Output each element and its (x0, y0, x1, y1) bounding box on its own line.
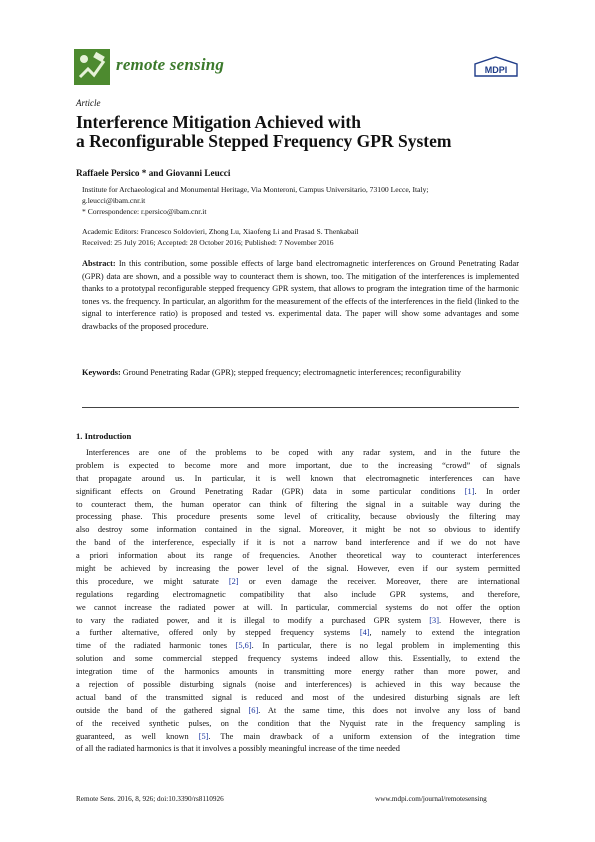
body-line: problem is expected to become more and more important, due to the increasing “crowd” of signals (76, 460, 520, 470)
body-line: a priori information about its range of frequencies. Another theoretical way to counteract interferences (76, 551, 520, 561)
body-line: of the received synthetic pulses, on the condition that the Nyquist rate in the frequency sampling is (76, 718, 520, 728)
citation-link[interactable]: [4] (359, 628, 370, 638)
keywords (82, 367, 519, 380)
body-line: significant effects on Ground Penetrating Radar (GPR) data in some particular conditions [1]. In order (76, 486, 520, 496)
correspondence: * Correspondence: r.persico@ibam.cnr.it (82, 207, 207, 216)
body-line: Interferences are one of the problems to be coped with any radar system, and in the future the (86, 448, 520, 457)
body-line: also destroy some information contained in the signal. Moreover, it might be not so obvious to identify (76, 525, 520, 535)
citation-link[interactable]: [1] (464, 486, 475, 496)
citation-link[interactable]: [6] (248, 705, 259, 715)
title-line-2: a Reconfigurable Stepped Frequency GPR System (76, 131, 452, 151)
affiliation-email[interactable]: g.leucci@ibam.cnr.it (82, 196, 146, 205)
citation-link[interactable]: [2] (228, 576, 239, 586)
body-line: actual band of the transmitted signal is reduced and most of the undesired disturbing signals are left (76, 692, 520, 702)
body-line: the band of the interference, especially if it is not a narrow band interference and if we do not have (76, 538, 520, 548)
title-line-1: Interference Mitigation Achieved with (76, 112, 361, 132)
mdpi-logo-icon (473, 56, 519, 78)
body-line: processing phase. This procedure presents some level of criticality, because obviously the filtering may (76, 512, 520, 522)
body-line: to counteract them, the human operator can think of filtering the signal in a suitable way during the (76, 499, 520, 509)
keywords-label: Keywords: (82, 368, 121, 377)
affiliation-block (82, 184, 522, 217)
body-line: guaranteed, as well known [5]. The main drawback of a uniform extension of the integration time (76, 731, 520, 741)
section-heading: 1. Introduction (76, 431, 132, 441)
body-line: outside the band of the gathered signal [6]. At the same time, this does not involve any loss of band (76, 705, 520, 715)
mdpi-logo-text: MDPI (484, 65, 508, 75)
journal-logo-icon (74, 49, 110, 85)
body-line: a further alternative, offered only by stepped frequency systems [4], namely to extend the integration (76, 628, 520, 638)
academic-editors: Academic Editors: Francesco Soldovieri, Zhong Lu, Xiaofeng Li and Prasad S. Thenkabail (82, 227, 359, 236)
abstract-label: Abstract: (82, 259, 116, 268)
body-line: to vary the radiated power, and it is illegal to modify a purchased GPR system [3]. However, there is (76, 615, 520, 625)
affiliation-line-1: Institute for Archaeological and Monumental Heritage, Via Monteroni, Campus Universitario, 73100 Lecce, Italy; (82, 185, 429, 194)
citation-link[interactable]: [5] (198, 731, 209, 741)
body-line: that propagate around us. In particular, it is well known that electromagnetic interferences can have (76, 473, 520, 483)
author-list: Raffaele Persico * and Giovanni Leucci (76, 168, 231, 178)
body-line: time of the radiated harmonic tones [5,6]. In particular, there is no legal problem in implementing this (76, 641, 520, 651)
footer-url[interactable]: www.mdpi.com/journal/remotesensing (375, 795, 487, 803)
body-line: this procedure, we might saturate [2] or even damage the receiver. Moreover, there are international (76, 576, 520, 586)
body-line: regulations regarding electromagnetic compatibility that also include GPR systems, and therefore, (76, 589, 520, 599)
footer-citation: Remote Sens. 2016, 8, 926; doi:10.3390/rs8110926 (76, 795, 224, 803)
citation-link[interactable]: [3] (429, 615, 439, 625)
introduction-body (76, 447, 520, 756)
article-title (76, 113, 516, 151)
abstract-text: In this contribution, some possible effects of large band electromagnetic interferences on Ground Penetrating Radar (GPR) data are shown, and a possible way to counteract them is shown, too. The mitigation of the interferences is implemented thanks to a prototypal reconfigurable stepped frequency GPR system, that allows to program the integration time of the harmonic tones vs. the frequency. In particular, an algorithm for the measurement of the effects of the interferences in the field (linked to the signal to interference ratio) is proposed and tested vs. experimental data. The paper will show some advantages and some drawbacks of the proposed procedure. (82, 259, 520, 331)
editorial-info (82, 226, 359, 248)
publication-dates: Received: 25 July 2016; Accepted: 28 October 2016; Published: 7 November 2016 (82, 238, 334, 247)
body-line: integration time of the harmonics amounts in transmitting more energy rather than more power, and (76, 667, 520, 677)
journal-name: remote sensing (116, 55, 225, 74)
body-line: of all the radiated harmonics is that it involves a possibly meaningful increase of the time needed (76, 744, 400, 754)
abstract (82, 258, 519, 333)
body-line: might be achieved by increasing the power level of the signal. However, even if our system permitted (76, 564, 520, 574)
article-type: Article (76, 98, 101, 108)
body-line: we cannot increase the radiated power at will. In particular, commercial systems do not offer the option (76, 602, 520, 612)
citation-link[interactable]: [5,6] (235, 641, 252, 651)
body-line: solution and some commercial stepped frequency systems indeed allow this. Essentially, to extend the (76, 654, 520, 664)
body-line: a rejection of possible disturbing signals (noise and interferences) is achieved in this way because the (76, 680, 520, 690)
keywords-text: Ground Penetrating Radar (GPR); stepped frequency; electromagnetic interferences; reconfigurability (122, 368, 461, 377)
section-divider (82, 407, 519, 408)
